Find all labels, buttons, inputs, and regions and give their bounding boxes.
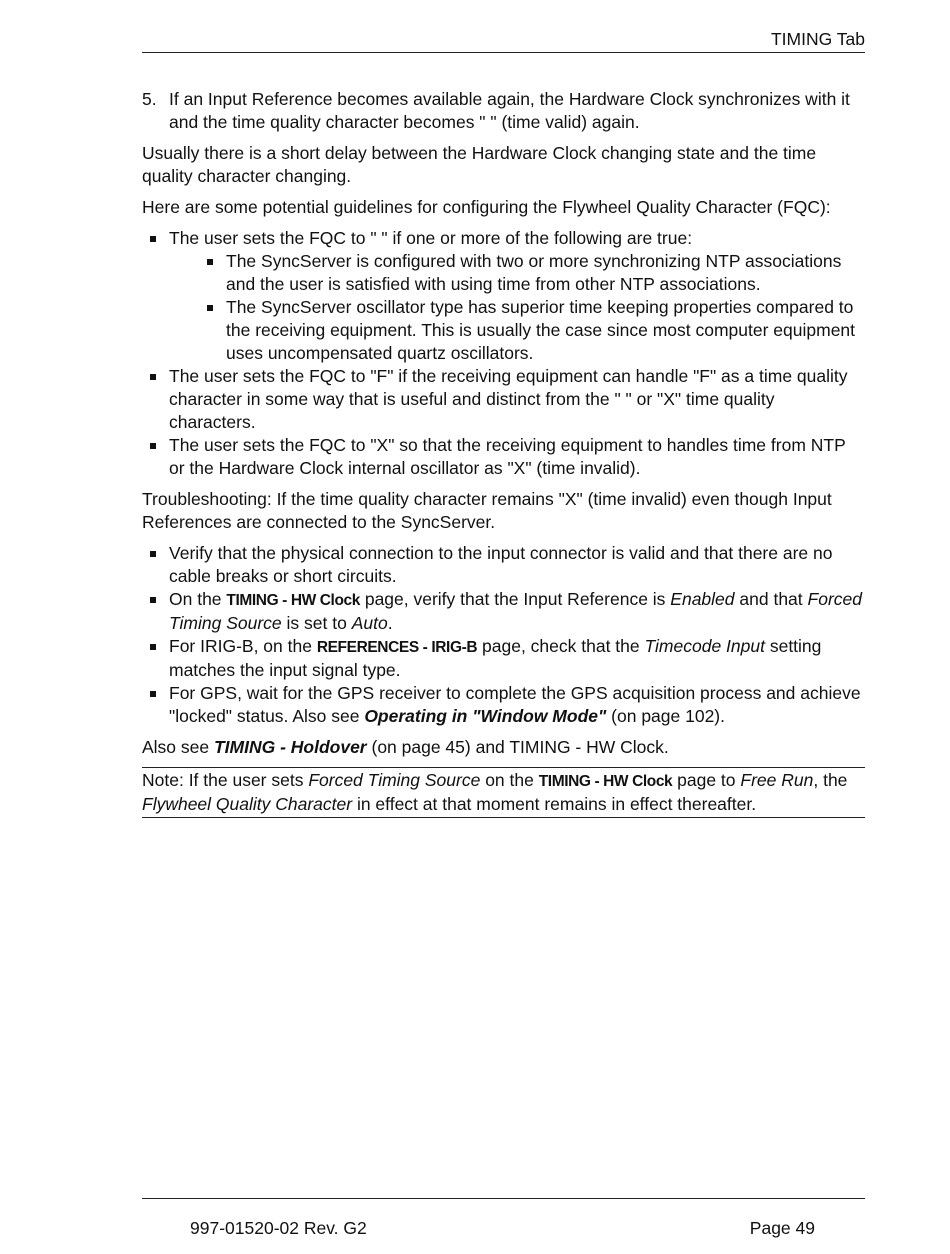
list-item-text: The SyncServer oscillator type has superior time keeping properties compared to the receiving equipment. This is usually the case since most computer equipment uses uncompensated quartz oscillators. xyxy=(226,297,856,363)
list-item xyxy=(142,227,865,250)
paragraph-also-see xyxy=(142,736,865,759)
page-header xyxy=(142,28,865,53)
guidelines-list xyxy=(142,227,865,480)
list-item-text: The user sets the FQC to " " if one or more of the following are true: xyxy=(169,228,693,248)
step-text: If an Input Reference becomes available again, the Hardware Clock synchronizes with it and the time quality character becomes " " (time valid) again. xyxy=(169,89,850,132)
ui-page-name: TIMING - HW Clock xyxy=(226,592,360,609)
italic-term: Forced Timing Source xyxy=(308,770,481,790)
italic-term: Enabled xyxy=(670,589,735,609)
document-number: 997-01520-02 Rev. G2 xyxy=(190,1218,367,1238)
page-footer xyxy=(142,1198,865,1239)
page-number: Page 49 xyxy=(749,1218,815,1238)
list-item xyxy=(142,682,865,728)
text-run: Also see xyxy=(142,737,214,757)
note-box xyxy=(142,767,865,818)
header-title: TIMING Tab xyxy=(770,29,865,49)
step-5 xyxy=(142,88,865,134)
ui-page-name: TIMING - HW Clock xyxy=(538,773,673,790)
text-run: Note: If the user sets xyxy=(142,770,309,790)
list-item xyxy=(142,588,865,635)
list-item-text: Verify that the physical connection to the input connector is valid and that there are no cable breaks or short circuits. xyxy=(169,543,833,586)
bullet-icon xyxy=(207,259,213,265)
italic-term: Timecode Input xyxy=(644,636,765,656)
paragraph-guidelines-intro: Here are some potential guidelines for configuring the Flywheel Quality Character (FQC): xyxy=(142,197,831,217)
text-run: page, check that the xyxy=(477,636,645,656)
text-run: in effect at that moment remains in effect thereafter. xyxy=(352,794,757,814)
bullet-icon xyxy=(150,597,156,603)
bullet-icon xyxy=(207,305,213,311)
italic-term: Auto xyxy=(351,613,388,633)
italic-term: Free Run xyxy=(740,770,814,790)
paragraph-troubleshooting: Troubleshooting: If the time quality character remains "X" (time invalid) even though Input References are connected to the SyncServer. xyxy=(142,489,832,532)
list-item xyxy=(142,635,865,682)
text-run: On the xyxy=(169,589,227,609)
bullet-icon xyxy=(150,443,156,449)
text-run: and that xyxy=(734,589,808,609)
italic-term: Forced Timing Source xyxy=(169,589,862,633)
text-run: (on page 102). xyxy=(606,706,725,726)
text-run: page, verify that the Input Reference is xyxy=(359,589,671,609)
text-run: setting matches the input signal type. xyxy=(169,636,822,680)
text-run: For IRIG-B, on the xyxy=(169,636,317,656)
page-content xyxy=(142,88,865,818)
list-item xyxy=(142,250,865,296)
text-run: on the xyxy=(480,770,539,790)
list-item-text: The user sets the FQC to "X" so that the receiving equipment to handles time from NTP or the Hardware Clock internal oscillator as "X" (time invalid). xyxy=(169,435,846,478)
step-number: 5. xyxy=(142,89,157,109)
text-run: , the xyxy=(813,770,848,790)
list-item-text: The SyncServer is configured with two or more synchronizing NTP associations and the user is satisfied with using time from other NTP associations. xyxy=(226,251,842,294)
cross-reference-link[interactable]: Operating in "Window Mode" xyxy=(364,706,607,726)
text-run: For GPS, wait for the GPS receiver to complete the GPS acquisition process and achieve "locked" status. Also see xyxy=(169,683,861,726)
bullet-icon xyxy=(150,374,156,380)
ui-page-name: REFERENCES - IRIG-B xyxy=(316,639,478,656)
bullet-icon xyxy=(150,551,156,557)
list-item xyxy=(142,542,865,588)
list-item xyxy=(142,365,865,434)
paragraph-delay: Usually there is a short delay between the Hardware Clock changing state and the time quality character changing. xyxy=(142,143,817,186)
bullet-icon xyxy=(150,236,156,242)
bullet-icon xyxy=(150,691,156,697)
text-run: (on page 45) and TIMING - HW Clock. xyxy=(366,737,669,757)
text-run: . xyxy=(387,613,393,633)
text-run: page to xyxy=(672,770,741,790)
cross-reference-link[interactable]: TIMING - Holdover xyxy=(213,737,367,757)
list-item-text: The user sets the FQC to "F" if the receiving equipment can handle "F" as a time quality character in some way that is useful and distinct from the " " or "X" time quality characters. xyxy=(169,366,848,432)
list-item xyxy=(142,296,865,365)
list-item xyxy=(142,434,865,480)
bullet-icon xyxy=(150,644,156,650)
troubleshooting-list xyxy=(142,542,865,728)
italic-term: Flywheel Quality Character xyxy=(142,794,353,814)
text-run: is set to xyxy=(281,613,352,633)
